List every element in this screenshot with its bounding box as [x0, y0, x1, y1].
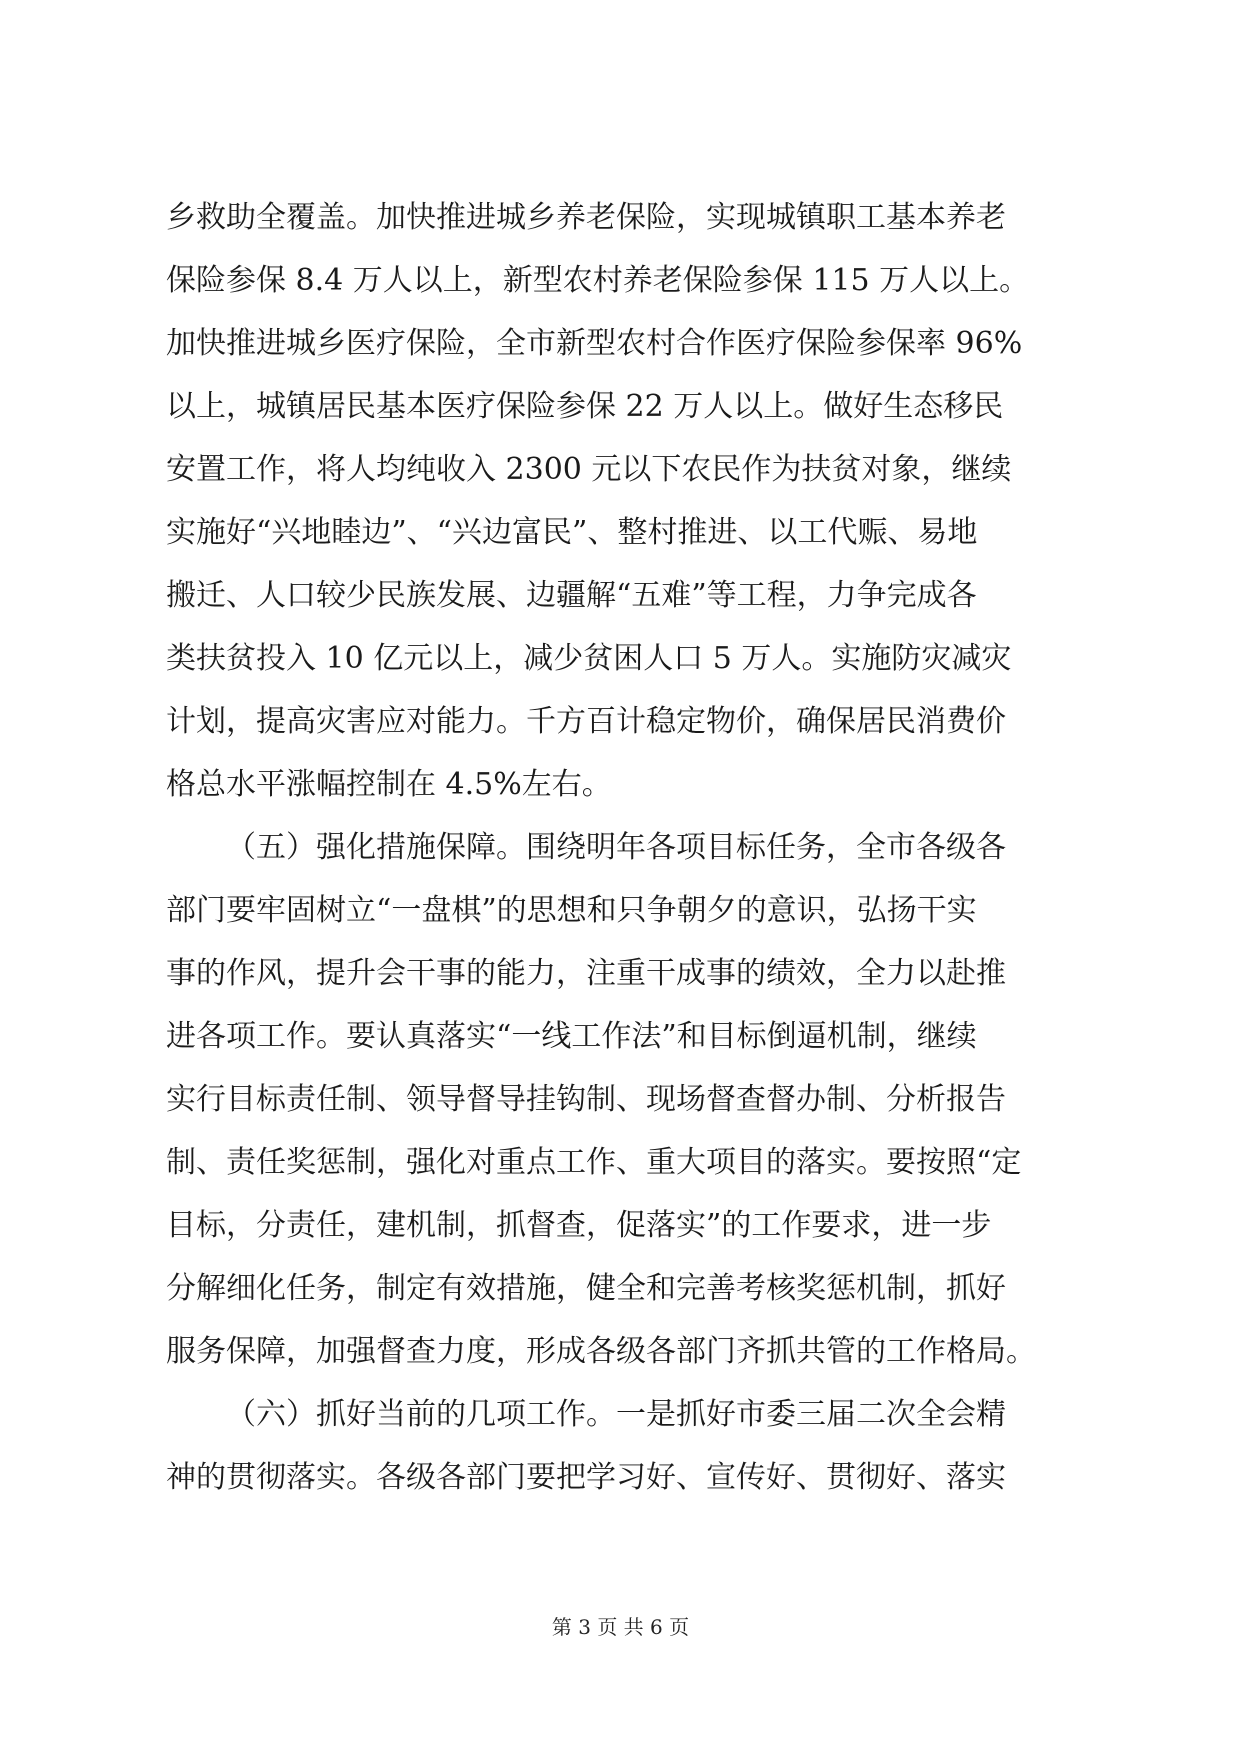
text-line: 目标，分责任，建机制，抓督查，促落实”的工作要求，进一步 — [166, 1208, 992, 1243]
text-line: 格总水平涨幅控制在 4.5%左右。 — [166, 767, 612, 802]
text-line: 类扶贫投入 10 亿元以上，减少贫困人口 5 万人。实施防灾减灾 — [166, 641, 1012, 676]
text-line: 安置工作，将人均纯收入 2300 元以下农民作为扶贫对象，继续 — [166, 452, 1012, 487]
document-body — [166, 186, 1076, 1509]
text-line: 加快推进城乡医疗保险，全市新型农村合作医疗保险参保率 96% — [166, 326, 1023, 361]
paragraph-heading-line: （六）抓好当前的几项工作。一是抓好市委三届二次全会精 — [226, 1397, 1006, 1432]
paragraph-heading-line: （五）强化措施保障。围绕明年各项目标任务，全市各级各 — [226, 830, 1006, 865]
text-line: 进各项工作。要认真落实“一线工作法”和目标倒逼机制，继续 — [166, 1019, 977, 1054]
text-line: 搬迁、人口较少民族发展、边疆解“五难”等工程，力争完成各 — [166, 578, 977, 613]
text-line: 乡救助全覆盖。加快推进城乡养老保险，实现城镇职工基本养老 — [166, 200, 1006, 235]
text-line: 计划，提高灾害应对能力。千方百计稳定物价，确保居民消费价 — [166, 704, 1006, 739]
text-line: 保险参保 8.4 万人以上，新型农村养老保险参保 115 万人以上。 — [166, 263, 1030, 298]
page-number-footer: 第 3 页 共 6 页 — [551, 1615, 690, 1639]
text-line: 以上，城镇居民基本医疗保险参保 22 万人以上。做好生态移民 — [166, 389, 1004, 424]
text-line: 制、责任奖惩制，强化对重点工作、重大项目的落实。要按照“定 — [166, 1145, 1022, 1180]
text-line: 实施好“兴地睦边”、“兴边富民”、整村推进、以工代赈、易地 — [166, 515, 978, 550]
text-line: 实行目标责任制、领导督导挂钩制、现场督查督办制、分析报告 — [166, 1082, 1006, 1117]
text-line: 神的贯彻落实。各级各部门要把学习好、宣传好、贯彻好、落实 — [166, 1460, 1006, 1495]
text-line: 分解细化任务，制定有效措施，健全和完善考核奖惩机制，抓好 — [166, 1271, 1006, 1306]
text-line: 部门要牢固树立“一盘棋”的思想和只争朝夕的意识，弘扬干实 — [166, 893, 977, 928]
text-line: 服务保障，加强督查力度，形成各级各部门齐抓共管的工作格局。 — [166, 1334, 1036, 1369]
text-line: 事的作风，提升会干事的能力，注重干成事的绩效，全力以赴推 — [166, 956, 1006, 991]
